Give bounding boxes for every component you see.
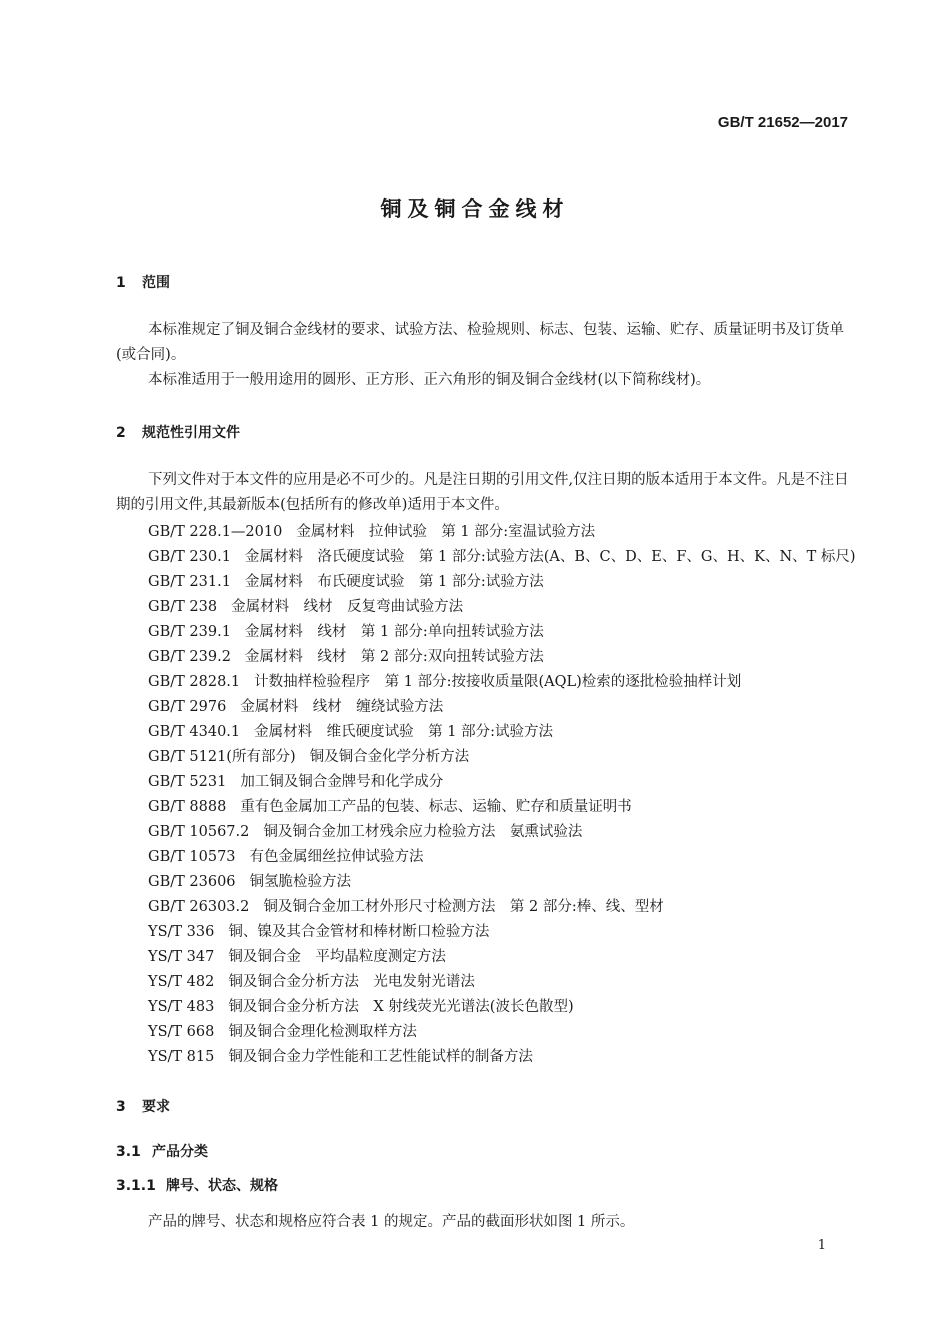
reference-name: 铜及铜合金加工材外形尺寸检测方法 第 2 部分:棒、线、型材 (263, 899, 664, 915)
reference-item (148, 770, 443, 791)
reference-item (148, 695, 443, 716)
reference-item (148, 945, 446, 966)
standard-code: GB/T 21652—2017 (717, 114, 848, 131)
section-number: 1 (116, 275, 126, 291)
scope-paragraph-2: 本标准适用于一般用途用的圆形、正方形、正六角形的铜及铜合金线材(以下简称线材)。 (148, 372, 711, 388)
scope-paragraph-1: 本标准规定了铜及铜合金线材的要求、试验方法、检验规则、标志、包装、运输、贮存、质量证明书及订货单(或合同)。 (116, 322, 844, 363)
reference-item (148, 745, 469, 766)
reference-code: GB/T 10573 (148, 849, 236, 865)
reference-name: 金属材料 线材 第 2 部分:双向扭转试验方法 (244, 649, 544, 665)
reference-name: 铜及铜合金加工材残余应力检验方法 氨熏试验法 (263, 824, 583, 840)
references-intro: 下列文件对于本文件的应用是必不可少的。凡是注日期的引用文件,仅注日期的版本适用于本文件。凡是不注日期的引用文件,其最新版本(包括所有的修改单)适用于本文件。 (116, 472, 849, 513)
reference-name: 金属材料 线材 第 1 部分:单向扭转试验方法 (244, 624, 544, 640)
page-number: 1 (817, 1238, 826, 1253)
reference-name: 金属材料 拉伸试验 第 1 部分:室温试验方法 (296, 524, 596, 540)
reference-code: GB/T 239.1 (148, 624, 231, 640)
reference-code: GB/T 2976 (148, 699, 227, 715)
reference-item (148, 895, 664, 916)
reference-code: YS/T 482 (148, 974, 215, 990)
document-title: 铜及铜合金线材 (380, 197, 570, 221)
reference-code: YS/T 668 (148, 1024, 215, 1040)
section-title: 产品分类 (152, 1144, 208, 1160)
reference-name: 金属材料 线材 反复弯曲试验方法 (231, 599, 464, 615)
reference-name: 铜及铜合金分析方法 光电发射光谱法 (228, 974, 475, 990)
section-1-heading (116, 272, 170, 292)
reference-item (148, 870, 351, 891)
reference-item (148, 720, 553, 741)
section-3-1-1-heading (116, 1175, 278, 1195)
reference-code: YS/T 336 (148, 924, 215, 940)
reference-item (148, 670, 741, 691)
reference-item (148, 795, 632, 816)
reference-item (148, 845, 424, 866)
reference-code: YS/T 815 (148, 1049, 215, 1065)
reference-item (148, 820, 582, 841)
reference-code: GB/T 5121(所有部分) (148, 749, 296, 765)
reference-name: 铜及铜合金分析方法 X 射线荧光光谱法(波长色散型) (228, 999, 574, 1015)
reference-code: GB/T 230.1 (148, 549, 231, 565)
reference-name: 金属材料 维氏硬度试验 第 1 部分:试验方法 (254, 724, 553, 740)
classification-paragraph: 产品的牌号、状态和规格应符合表 1 的规定。产品的截面形状如图 1 所示。 (148, 1214, 635, 1230)
reference-name: 重有色金属加工产品的包装、标志、运输、贮存和质量证明书 (240, 799, 632, 815)
reference-name: 铜、镍及其合金管材和棒材断口检验方法 (228, 924, 490, 940)
reference-code: GB/T 10567.2 (148, 824, 250, 840)
section-number: 3.1.1 (116, 1178, 156, 1194)
section-title: 牌号、状态、规格 (166, 1178, 278, 1194)
reference-name: 金属材料 布氏硬度试验 第 1 部分:试验方法 (244, 574, 544, 590)
reference-name: 金属材料 线材 缠绕试验方法 (240, 699, 444, 715)
section-number: 2 (116, 425, 126, 441)
reference-item (148, 645, 544, 666)
reference-name: 铜氢脆检验方法 (249, 874, 352, 890)
reference-code: GB/T 238 (148, 599, 218, 615)
reference-item (148, 570, 544, 591)
reference-item (148, 970, 475, 991)
reference-name: 铜及铜合金力学性能和工艺性能试样的制备方法 (228, 1049, 533, 1065)
section-number: 3 (116, 1099, 126, 1115)
reference-code: GB/T 2828.1 (148, 674, 241, 690)
reference-code: GB/T 231.1 (148, 574, 231, 590)
reference-code: YS/T 347 (148, 949, 215, 965)
section-3-1-heading (116, 1141, 208, 1161)
section-title: 范围 (142, 275, 170, 291)
reference-item (148, 1045, 533, 1066)
section-2-heading (116, 422, 240, 442)
reference-name: 铜及铜合金 平均晶粒度测定方法 (228, 949, 446, 965)
reference-code: GB/T 4340.1 (148, 724, 241, 740)
reference-item (148, 545, 856, 566)
reference-item (148, 620, 544, 641)
reference-name: 计数抽样检验程序 第 1 部分:按接收质量限(AQL)检索的逐批检验抽样计划 (254, 674, 742, 690)
reference-code: GB/T 5231 (148, 774, 227, 790)
section-3-heading (116, 1096, 170, 1116)
reference-name: 有色金属细丝拉伸试验方法 (249, 849, 424, 865)
section-title: 要求 (142, 1099, 170, 1115)
reference-item (148, 995, 574, 1016)
reference-code: GB/T 26303.2 (148, 899, 250, 915)
reference-item (148, 520, 595, 541)
reference-code: GB/T 228.1—2010 (148, 524, 283, 540)
reference-code: GB/T 23606 (148, 874, 236, 890)
section-title: 规范性引用文件 (142, 425, 240, 441)
reference-code: YS/T 483 (148, 999, 215, 1015)
reference-name: 加工铜及铜合金牌号和化学成分 (240, 774, 444, 790)
reference-item (148, 920, 489, 941)
reference-name: 金属材料 洛氏硬度试验 第 1 部分:试验方法(A、B、C、D、E、F、G、H、K、N、T 标尺) (244, 549, 856, 565)
reference-code: GB/T 239.2 (148, 649, 231, 665)
reference-name: 铜及铜合金理化检测取样方法 (228, 1024, 417, 1040)
reference-item (148, 1020, 417, 1041)
reference-code: GB/T 8888 (148, 799, 227, 815)
reference-name: 铜及铜合金化学分析方法 (309, 749, 470, 765)
section-number: 3.1 (116, 1144, 141, 1160)
reference-item (148, 595, 463, 616)
